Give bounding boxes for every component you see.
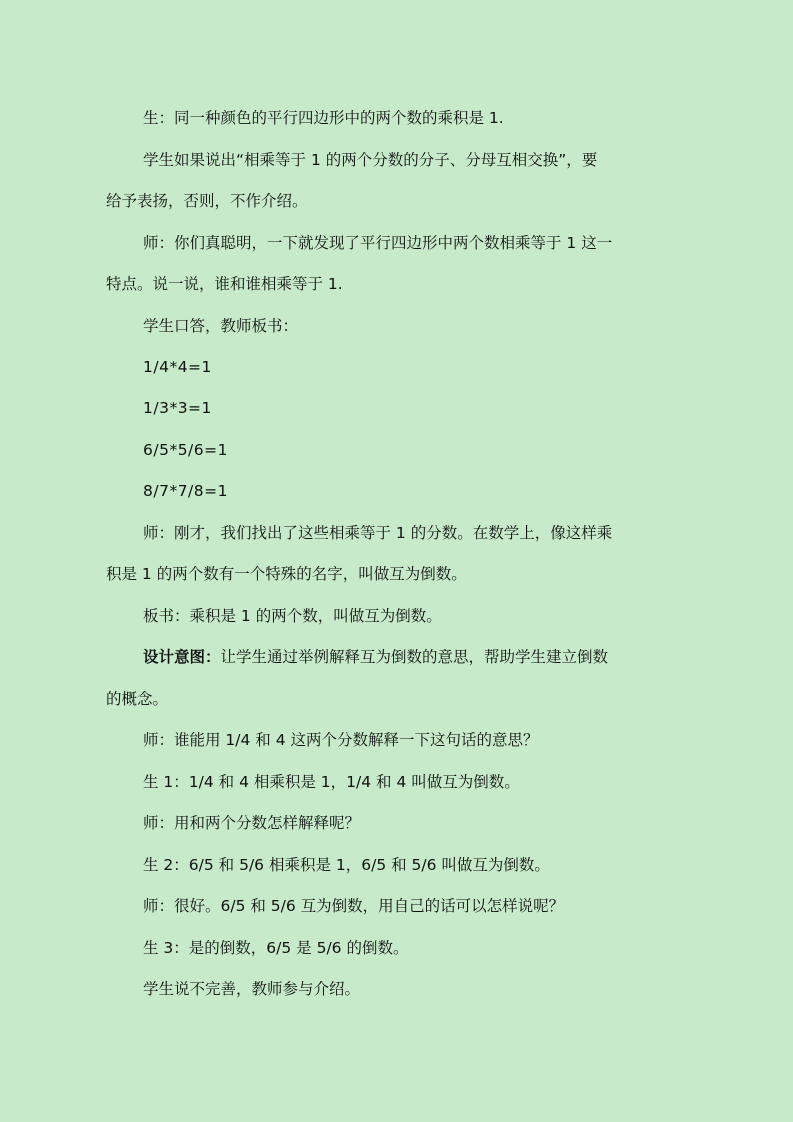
- paragraph-line: 生 1：1/4 和 4 相乘积是 1，1/4 和 4 叫做互为倒数。: [143, 773, 520, 791]
- paragraph-line: 积是 1 的两个数有一个特殊的名字，叫做互为倒数。: [106, 565, 467, 583]
- equation-line: 6/5*5/6=1: [143, 441, 228, 459]
- design-intent-text: 让学生通过举例解释互为倒数的意思，帮助学生建立倒数: [220, 648, 609, 666]
- paragraph-line: 特点。说一说，谁和谁相乘等于 1.: [106, 275, 343, 293]
- paragraph-line: 生 3：是的倒数，6/5 是 5/6 的倒数。: [143, 939, 409, 957]
- paragraph-line: 生 2：6/5 和 5/6 相乘积是 1，6/5 和 5/6 叫做互为倒数。: [143, 856, 550, 874]
- paragraph-line: 板书：乘积是 1 的两个数，叫做互为倒数。: [143, 607, 442, 625]
- paragraph-line: 给予表扬，否则，不作介绍。: [106, 192, 308, 210]
- paragraph-line: 师：谁能用 1/4 和 4 这两个分数解释一下这句话的意思？: [143, 731, 539, 749]
- paragraph-line: 学生口答，教师板书：: [143, 317, 299, 335]
- equation-line: 1/4*4=1: [143, 358, 212, 376]
- paragraph-line: 学生说不完善，教师参与介绍。: [143, 980, 361, 998]
- equation-line: 8/7*7/8=1: [143, 482, 228, 500]
- paragraph-line: 生：同一种颜色的平行四边形中的两个数的乘积是 1.: [143, 109, 504, 127]
- equation-line: 1/3*3=1: [143, 399, 212, 417]
- design-intent-line: [0, 647, 793, 667]
- paragraph-line: 师：很好。6/5 和 5/6 互为倒数，用自己的话可以怎样说呢？: [143, 897, 565, 915]
- paragraph-line: 师：刚才，我们找出了这些相乘等于 1 的分数。在数学上，像这样乘: [143, 524, 613, 542]
- design-intent-label: 设计意图：: [143, 648, 221, 666]
- paragraph-line: 师：你们真聪明，一下就发现了平行四边形中两个数相乘等于 1 这一: [143, 234, 613, 252]
- paragraph-line: 的概念。: [106, 690, 169, 708]
- paragraph-line: 师：用和两个分数怎样解释呢？: [143, 814, 361, 832]
- paragraph-line: 学生如果说出“相乘等于 1 的两个分数的分子、分母互相交换”，要: [143, 151, 598, 169]
